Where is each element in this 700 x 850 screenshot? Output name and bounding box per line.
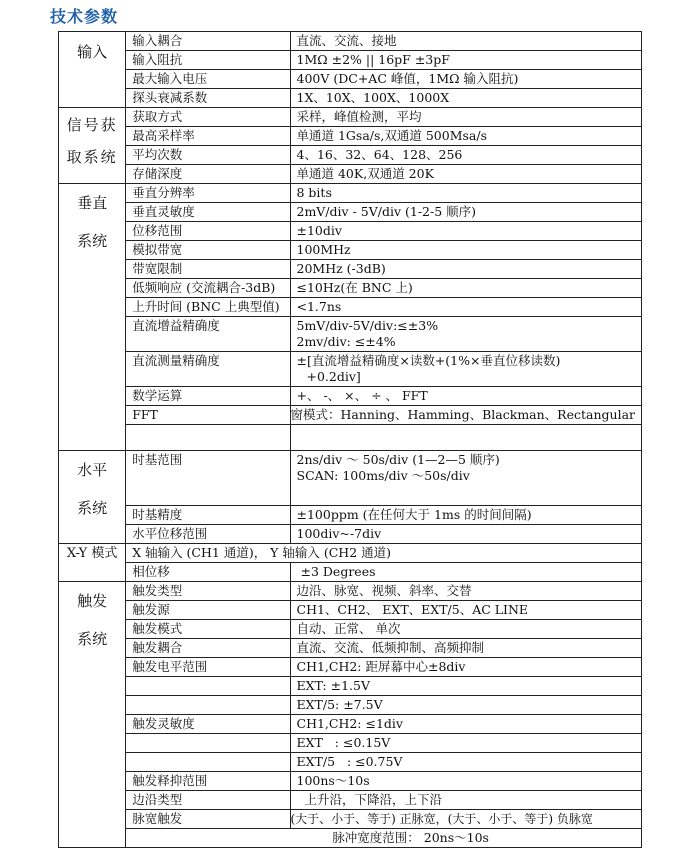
table-row — [59, 298, 642, 317]
param-value-line: SCAN: 100ms/div ～50s/div — [296, 468, 470, 483]
param-name: 垂直分辨率 — [126, 184, 290, 203]
table-row — [59, 203, 642, 222]
param-name: 模拟带宽 — [126, 241, 290, 260]
table-row — [59, 222, 642, 241]
param-value: ±10div — [290, 222, 642, 241]
table-row — [59, 51, 642, 70]
param-value: ±3 Degrees — [290, 563, 642, 582]
table-row — [59, 146, 642, 165]
category-trigger: 触发 系统 — [59, 582, 126, 848]
table-row — [59, 260, 642, 279]
category-vertical: 垂直 系统 — [59, 184, 126, 451]
param-value: 1MΩ ±2% || 16pF ±3pF — [290, 51, 642, 70]
param-name — [126, 753, 290, 772]
param-value: 1X、10X、100X、1000X — [290, 89, 642, 108]
table-row — [59, 563, 642, 582]
table-row — [59, 525, 642, 544]
param-name — [126, 677, 290, 696]
param-name: 触发耦合 — [126, 639, 290, 658]
param-value: 2mV/div - 5V/div (1-2-5 顺序) — [290, 203, 642, 222]
param-name: 带宽限制 — [126, 260, 290, 279]
param-name: 获取方式 — [126, 108, 290, 127]
param-name: 垂直灵敏度 — [126, 203, 290, 222]
table-row — [59, 677, 642, 696]
table-row — [59, 544, 642, 563]
param-value — [290, 317, 642, 352]
param-name — [126, 425, 290, 451]
param-value: EXT : ≤0.15V — [290, 734, 642, 753]
category-input: 输入 — [59, 32, 126, 108]
page-title: 技术参数 — [50, 7, 119, 26]
table-row — [59, 387, 642, 406]
table-row — [59, 791, 642, 810]
param-value: 100MHz — [290, 241, 642, 260]
param-value: 边沿、脉宽、视频、斜率、交替 — [290, 582, 642, 601]
param-value: 400V (DC+AC 峰值，1MΩ 输入阻抗) — [290, 70, 642, 89]
table-row — [59, 696, 642, 715]
category-horizontal: 水平 系统 — [59, 451, 126, 544]
param-value: 8 bits — [290, 184, 642, 203]
param-value-line: 2mv/div: ≤±4% — [296, 334, 396, 349]
table-row — [59, 620, 642, 639]
param-value: 单通道 40K,双通道 20K — [290, 165, 642, 184]
table-row — [59, 658, 642, 677]
param-value: 4、16、32、64、128、256 — [290, 146, 642, 165]
param-value: <1.7ns — [290, 298, 642, 317]
param-name: 触发模式 — [126, 620, 290, 639]
table-row — [59, 772, 642, 791]
param-value: (大于、小于、等于) 正脉宽，(大于、小于、等于) 负脉宽 — [290, 810, 642, 829]
param-value: CH1,CH2: ≤1div — [290, 715, 642, 734]
param-name: 触发灵敏度 — [126, 715, 290, 734]
table-row — [59, 165, 642, 184]
param-name: X 轴输入 (CH1 通道)， Y 轴输入 (CH2 通道) — [126, 544, 642, 563]
param-name: 触发释抑范围 — [126, 772, 290, 791]
param-value: EXT/5 : ≤0.75V — [290, 753, 642, 772]
table-row — [59, 184, 642, 203]
param-name: 平均次数 — [126, 146, 290, 165]
param-name: 位移范围 — [126, 222, 290, 241]
param-name: 时基精度 — [126, 506, 290, 525]
category-xy: X-Y 模式 — [59, 544, 126, 582]
table-row — [59, 601, 642, 620]
param-name: FFT — [126, 406, 290, 425]
category-acquisition: 信号获 取系统 — [59, 108, 126, 184]
param-value: 窗模式：Hanning、Hamming、Blackman、Rectangular — [290, 406, 642, 425]
param-value: 100div~-7div — [290, 525, 642, 544]
table-row — [59, 241, 642, 260]
table-row — [59, 753, 642, 772]
table-row — [59, 352, 642, 387]
param-name: 探头衰减系数 — [126, 89, 290, 108]
param-value: 自动、正常、 单次 — [290, 620, 642, 639]
param-name: 相位移 — [126, 563, 290, 582]
table-row — [59, 279, 642, 298]
param-value: ±100ppm (在任何大于 1ms 的时间间隔) — [290, 506, 642, 525]
param-value — [290, 425, 642, 451]
param-value: 20MHz (-3dB) — [290, 260, 642, 279]
table-row — [59, 506, 642, 525]
param-value-line: 5mV/div-5V/div:≤±3% — [296, 318, 439, 333]
table-row — [59, 425, 642, 451]
param-value — [290, 352, 642, 387]
param-value-line: ±[直流增益精确度×读数+(1%×垂直位移读数) — [296, 353, 561, 368]
param-value: 上升沿，下降沿，上下沿 — [290, 791, 642, 810]
param-value — [290, 451, 642, 506]
param-name: 存储深度 — [126, 165, 290, 184]
param-name: 触发源 — [126, 601, 290, 620]
table-row — [59, 70, 642, 89]
param-value: 直流、交流、低频抑制、高频抑制 — [290, 639, 642, 658]
param-value-line: +0.2div] — [306, 369, 361, 384]
param-name: 输入阻抗 — [126, 51, 290, 70]
param-value: 单通道 1Gsa/s,双通道 500Msa/s — [290, 127, 642, 146]
param-name: 时基范围 — [126, 451, 290, 506]
spec-table — [58, 31, 642, 848]
param-value: 100ns～10s — [290, 772, 642, 791]
param-value: 采样，峰值检测，平均 — [290, 108, 642, 127]
table-row — [59, 108, 642, 127]
param-value: EXT/5: ±7.5V — [290, 696, 642, 715]
param-name: 触发类型 — [126, 582, 290, 601]
table-row — [59, 582, 642, 601]
param-name: 直流测量精确度 — [126, 352, 290, 387]
param-name: 数学运算 — [126, 387, 290, 406]
param-name: 输入耦合 — [126, 32, 290, 51]
param-name — [126, 734, 290, 753]
param-value: 脉冲宽度范围： 20ns～10s — [126, 829, 642, 848]
param-value: CH1、CH2、 EXT、EXT/5、AC LINE — [290, 601, 642, 620]
table-row — [59, 829, 642, 848]
param-name: 脉宽触发 — [126, 810, 290, 829]
table-row — [59, 317, 642, 352]
param-value: +、 -、 ×、 ÷ 、 FFT — [290, 387, 642, 406]
param-name: 触发电平范围 — [126, 658, 290, 677]
param-name: 直流增益精确度 — [126, 317, 290, 352]
param-name: 低频响应 (交流耦合-3dB) — [126, 279, 290, 298]
param-value: 直流、交流、接地 — [290, 32, 642, 51]
table-row — [59, 810, 642, 829]
table-row — [59, 715, 642, 734]
param-name: 上升时间 (BNC 上典型值) — [126, 298, 290, 317]
table-row — [59, 406, 642, 425]
table-row — [59, 451, 642, 506]
param-value: ≤10Hz(在 BNC 上) — [290, 279, 642, 298]
table-row — [59, 734, 642, 753]
table-row — [59, 89, 642, 108]
param-name: 最大输入电压 — [126, 70, 290, 89]
table-row — [59, 639, 642, 658]
param-name: 边沿类型 — [126, 791, 290, 810]
table-row — [59, 32, 642, 51]
param-name — [126, 696, 290, 715]
param-name: 最高采样率 — [126, 127, 290, 146]
table-row — [59, 127, 642, 146]
param-value: EXT: ±1.5V — [290, 677, 642, 696]
param-name: 水平位移范围 — [126, 525, 290, 544]
param-value-line: 2ns/div ～ 50s/div (1—2—5 顺序) — [296, 452, 500, 467]
param-value: CH1,CH2: 距屏幕中心±8div — [290, 658, 642, 677]
